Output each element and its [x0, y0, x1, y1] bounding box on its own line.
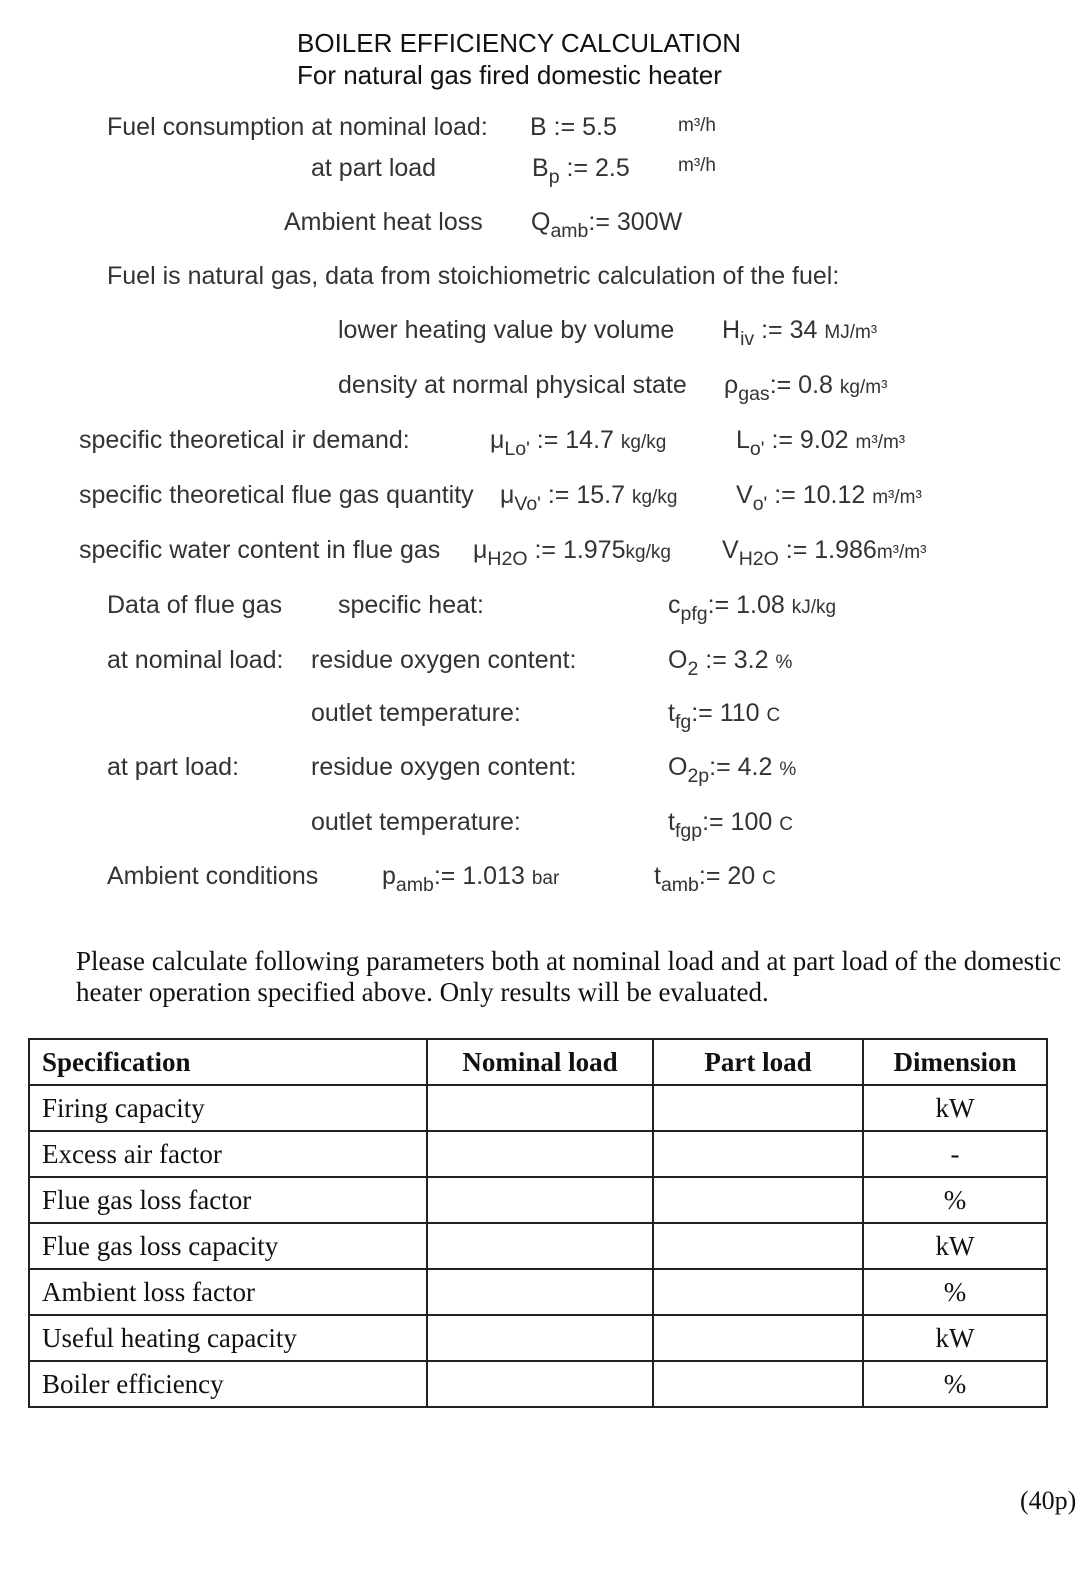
table-row [29, 1177, 1047, 1223]
table-row [29, 1269, 1047, 1315]
row-spec: Flue gas loss factor [29, 1177, 427, 1223]
nominal-load-label: at nominal load: [107, 646, 284, 674]
oxygen-label-part: residue oxygen content: [311, 753, 577, 781]
oxygen-label: residue oxygen content: [311, 646, 577, 674]
fluegas-data-label: Data of flue gas [107, 591, 283, 619]
row-nominal-cell[interactable] [427, 1085, 653, 1131]
part-load-label: at part load [311, 154, 437, 182]
header-nominal-load: Nominal load [427, 1039, 653, 1085]
ambient-conditions-label: Ambient conditions [107, 862, 319, 890]
points-label: (40p) [1020, 1486, 1077, 1515]
row-nominal-cell[interactable] [427, 1223, 653, 1269]
row-nominal-cell[interactable] [427, 1177, 653, 1223]
o2-expr: $O_2$ := 3.2 % [668, 646, 793, 680]
row-nominal-cell[interactable] [427, 1131, 653, 1177]
header-dimension: Dimension [863, 1039, 1047, 1085]
air-demand-label: specific theoretical ir demand: [79, 426, 410, 454]
row-dimension: % [863, 1269, 1047, 1315]
row-dimension: % [863, 1177, 1047, 1223]
row-dimension: kW [863, 1315, 1047, 1361]
water-content-label: specific water content in flue gas [79, 536, 441, 564]
row-part-cell[interactable] [653, 1269, 863, 1315]
row-spec: Flue gas loss capacity [29, 1223, 427, 1269]
table-row [29, 1315, 1047, 1361]
row-spec: Boiler efficiency [29, 1361, 427, 1407]
part-load-section-label: at part load: [107, 753, 240, 781]
fuel-intro: Fuel is natural gas, data from stoichiometric calculation of the fuel: [107, 262, 840, 290]
row-dimension: % [863, 1361, 1047, 1407]
ambient-loss-expr: $Q_{amb}:= 300W$ [531, 208, 683, 242]
page-subtitle: For natural gas fired domestic heater [297, 60, 722, 90]
row-nominal-cell[interactable] [427, 1269, 653, 1315]
water-mu-expr: $\mu_{H2O}$ := 1.975kg/kg [473, 536, 671, 570]
row-nominal-cell[interactable] [427, 1361, 653, 1407]
row-nominal-cell[interactable] [427, 1315, 653, 1361]
fuel-nominal-label: Fuel consumption at nominal load: [107, 113, 488, 141]
cp-expr: $c_{pfg}:= 1.08$ kJ/kg [668, 591, 837, 625]
fuel-nominal-expr: B := 5.5 [530, 113, 617, 141]
specific-heat-label: specific heat: [338, 591, 484, 619]
flue-mu-expr: $\mu_{Vo'}$ := 15.7 kg/kg [500, 481, 678, 515]
row-spec: Excess air factor [29, 1131, 427, 1177]
row-spec: Useful heating capacity [29, 1315, 427, 1361]
fuel-nominal-unit: m³/h [678, 115, 716, 136]
flue-quantity-label: specific theoretical flue gas quantity [79, 481, 474, 509]
air-mu-expr: $\mu_{Lo'}$ := 14.7 kg/kg [490, 426, 667, 460]
page-title: BOILER EFFICIENCY CALCULATION [297, 28, 742, 58]
row-spec: Firing capacity [29, 1085, 427, 1131]
ambient-loss-label: Ambient heat loss [284, 208, 483, 236]
pamb-expr: $p_{amb}:= 1.013$ bar [382, 862, 560, 896]
lhv-expr: $H_{iv}$ := 34 MJ/m³ [722, 316, 878, 350]
row-part-cell[interactable] [653, 1315, 863, 1361]
row-part-cell[interactable] [653, 1131, 863, 1177]
row-spec: Ambient loss factor [29, 1269, 427, 1315]
row-dimension: kW [863, 1085, 1047, 1131]
row-part-cell[interactable] [653, 1361, 863, 1407]
o2p-expr: $O_{2p}:= 4.2$ % [668, 753, 797, 787]
row-part-cell[interactable] [653, 1085, 863, 1131]
tfg-expr: $t_{fg}:= 110$ C [668, 699, 781, 733]
outlet-temp-label: outlet temperature: [311, 699, 521, 727]
table-row [29, 1085, 1047, 1131]
results-table [28, 1038, 1048, 1408]
instructions-line-2: heater operation specified above. Only results will be evaluated. [76, 977, 769, 1007]
air-l-expr: $L_{o'}$ := 9.02 m³/m³ [736, 426, 906, 460]
table-row [29, 1223, 1047, 1269]
tfgp-expr: $t_{fgp}:= 100$ C [668, 808, 793, 842]
instructions-line-1: Please calculate following parameters both at nominal load and at part load of the domestic [76, 946, 1062, 976]
header-specification: Specification [29, 1039, 427, 1085]
row-part-cell[interactable] [653, 1223, 863, 1269]
water-v-expr: $V_{H2O}$ := 1.986m³/m³ [722, 536, 927, 570]
table-row [29, 1361, 1047, 1407]
lhv-label: lower heating value by volume [338, 316, 675, 344]
row-part-cell[interactable] [653, 1177, 863, 1223]
tamb-expr: $t_{amb}:= 20$ C [654, 862, 776, 896]
header-part-load: Part load [653, 1039, 863, 1085]
table-header-row [29, 1039, 1047, 1085]
part-load-expr: $B_p$ := 2.5 [532, 154, 630, 188]
table-row [29, 1131, 1047, 1177]
density-expr: $\rho_{gas}:= 0.8$ kg/m³ [724, 371, 888, 405]
row-dimension: - [863, 1131, 1047, 1177]
density-label: density at normal physical state [338, 371, 687, 399]
outlet-temp-label-part: outlet temperature: [311, 808, 521, 836]
part-load-unit: m³/h [678, 155, 716, 176]
flue-v-expr: $V_{o'}$ := 10.12 m³/m³ [736, 481, 922, 515]
row-dimension: kW [863, 1223, 1047, 1269]
